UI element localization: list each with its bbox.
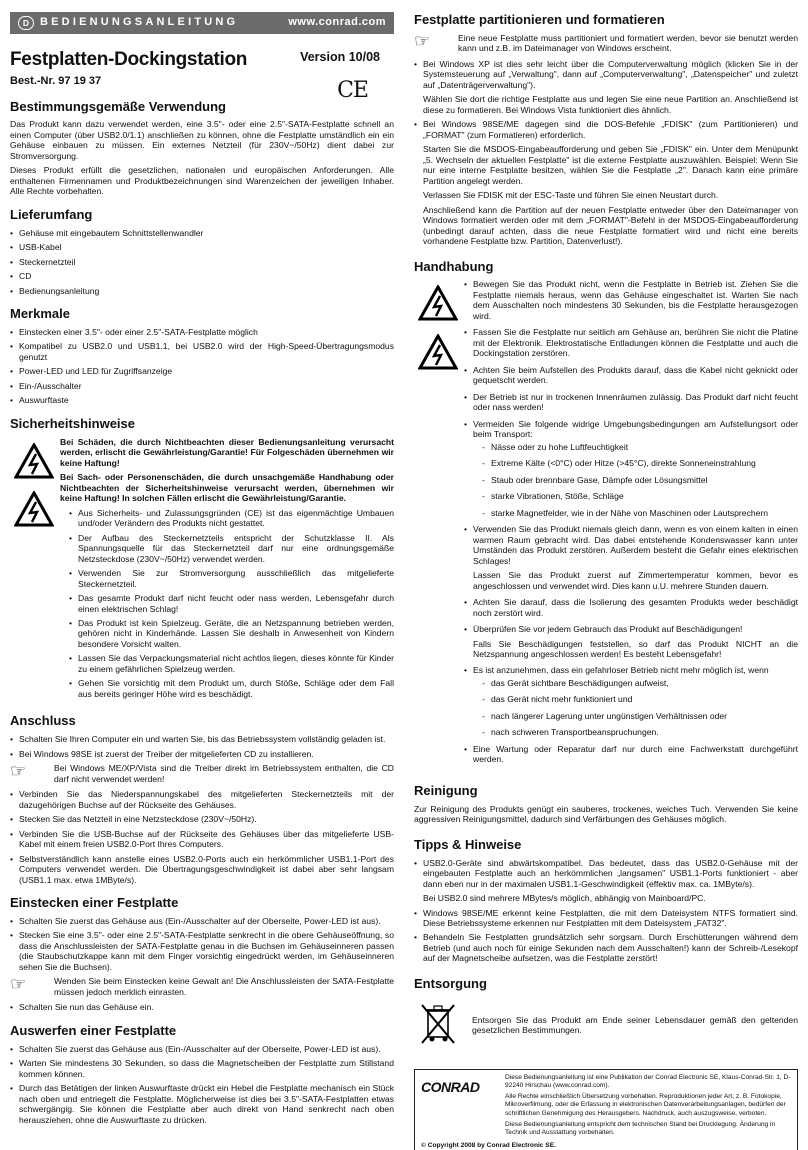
banner-title: BEDIENUNGSANLEITUNG [40, 16, 239, 29]
note-block [10, 976, 394, 997]
list-item: • Verbinden Sie die USB-Buchse auf der Rückseite des Gehäuses über das mitgelieferte USB-Kabel mit einem freien USB2.0-Port Ihres Computers. [10, 829, 394, 850]
item-text: Überprüfen Sie vor jedem Gebrauch das Produkt auf Beschädigungen! [473, 624, 743, 635]
handling-block [414, 279, 798, 770]
list-item: • Stecken Sie das Netzteil in eine Netzsteckdose (230V~/50Hz). [10, 814, 394, 824]
list-item [464, 624, 798, 659]
list-item: • Stecken Sie eine 3.5"- oder eine 2.5"-SATA-Festplatte senkrecht in die obere Gehäuseöffnung, so dass die Anschlussleisten der SATA-Festplatte genau in die Buchsen im Gehäuseinneren passen (die Staubschutzkappe kann mit dem Finger vorsichtig eingedrückt werden, im Gehäuseinneren sehen Sie die Buchsen). [10, 930, 394, 972]
warning-text: Bei Schäden, die durch Nichtbeachten dieser Bedienungsanleitung verursacht werden, erlischt die Gewährleistung/Garantie! Für Folgeschäden übernehmen wir keine Haftung! [60, 436, 394, 468]
section-heading: Bestimmungsgemäße Verwendung [10, 98, 226, 114]
right-column [414, 12, 798, 1150]
delivery-list [10, 228, 394, 296]
list-item: • Bedienungsanleitung [10, 286, 394, 296]
list-item: • Schalten Sie nun das Gehäuse ein. [10, 1002, 394, 1012]
list-item: • Durch das Betätigen der linken Auswurftaste drückt ein Hebel die Festplatte mechanisch ein Stück nach oben und entriegelt die Festplatte. Möglicherweise ist dies bei 3.5"-SATA-Festplatten etwas schwergängig. Sie können die Festplatte aber auch direkt von Hand senkrecht nach oben herausziehen, ohne die Auswurftaste zu drücken. [10, 1083, 394, 1125]
list-item: • Fassen Sie die Festplatte nur seitlich am Gehäuse an, berühren Sie nicht die Platine mit der Elektronik. Elektrostatische Entladungen können die Festplatte und auch die Dockingstation zerstören. [464, 327, 798, 358]
list-item: • Steckernetzteil [10, 257, 394, 267]
list-item: • Verbinden Sie das Niederspannungskabel des mitgelieferten Steckernetzteils mit der dazugehörigen Buchse auf der Rückseite des Gehäuses. [10, 789, 394, 810]
header-banner [10, 12, 394, 34]
paragraph: Zur Reinigung des Produkts genügt ein sauberes, trockenes, weiches Tuch. Verwenden Sie keine aggressiven Reinigungsmittel, dadurch sind Verfärbungen des Gehäuses möglich. [414, 803, 798, 825]
sub-item: - starke Magnetfelder, wie in der Nähe von Maschinen oder Lautsprechern [473, 508, 798, 518]
list-item: • Der Betrieb ist nur in trockenen Innenräumen zulässig. Das Produkt darf nicht feucht oder nass werden! [464, 392, 798, 413]
order-number: Best.-Nr. 97 19 37 [10, 75, 102, 88]
list-item: • Auswurftaste [10, 395, 394, 405]
section-heading: Handhabung [414, 258, 494, 274]
list-item: • Schalten Sie Ihren Computer ein und warten Sie, bis das Betriebssystem vollständig geladen ist. [10, 734, 394, 744]
document-title: Festplatten-Dockingstation [10, 49, 248, 70]
section-heading: Entsorgung [414, 975, 487, 991]
sub-item: - das Gerät nicht mehr funktioniert und [473, 694, 798, 704]
paragraph: Entsorgen Sie das Produkt am Ende seiner Lebensdauer gemäß den geltenden gesetzlichen Bestimmungen. [472, 1014, 798, 1036]
note-block [414, 30, 798, 54]
list-item: • Warten Sie mindestens 30 Sekunden, so dass die Magnetscheiben der Festplatte zum Stillstand kommen können. [10, 1058, 394, 1079]
list-item: • Das Produkt ist kein Spielzeug. Geräte, die an Netzspannung betrieben werden, gehören nicht in Kinderhände. Lassen Sie deshalb in Anwesenheit von Kindern besondere Vorsicht walten. [69, 618, 394, 649]
electric-warning-icon [418, 334, 458, 370]
sub-item: - Nässe oder zu hohe Luftfeuchtigkeit [473, 442, 798, 452]
list-item: • CD [10, 271, 394, 281]
paragraph: Lassen Sie das Produkt zuerst auf Zimmertemperatur kommen, bevor es angeschlossen und verwendet wird. Dies kann u.U. mehrere Stunden dauern. [473, 570, 798, 591]
warning-text: Bei Sach- oder Personenschäden, die durch unsachgemäße Handhabung oder Nichtbeachten der Sicherheitshinweise verursacht werden, übernehmen wir keine Haftung! In solchen Fällen erlischt die Gewährleistung/Garantie. [60, 472, 394, 504]
ce-mark: CE [337, 78, 368, 103]
crossed-bin-icon [418, 1001, 458, 1049]
list-item: • Gehäuse mit eingebautem Schnittstellenwandler [10, 228, 394, 238]
paragraph: Wählen Sie dort die richtige Festplatte aus und legen Sie eine neue Partition an. Anschließend ist diese zu formatieren. Bei Windows Vista funktioniert dies ähnlich. [423, 94, 798, 115]
list-item: • Bei Windows 98SE ist zuerst der Treiber der mitgelieferten CD zu installieren. [10, 749, 394, 759]
footer-text: Diese Bedienungsanleitung entspricht dem technischen Stand bei Drucklegung. Änderung in Technik und Ausstattung vorbehalten. [505, 1120, 776, 1137]
list-item: • Achten Sie darauf, dass die Isolierung des gesamten Produkts weder beschädigt noch zerstört wird. [464, 597, 798, 618]
item-text: Verwenden Sie das Produkt niemals gleich dann, wenn es von einem kalten in einen warmen Raum gebracht wird. Das dabei entstehende Kondenswasser kann unter Umständen das Produkt zerstören. Außerdem besteht die Gefahr eines elektrischen Schlages! [473, 524, 798, 566]
sub-item: - das Gerät sichtbare Beschädigungen aufweist, [473, 678, 798, 688]
sub-item: - nach längerer Lagerung unter ungünstigen Verhältnissen oder [473, 711, 798, 721]
list-item: • USB-Kabel [10, 242, 394, 252]
footer-text: Alle Rechte einschließlich Übersetzung vorbehalten. Reproduktionen jeder Art, z. B. Fotokopie, Mikroverfilmung, oder die Erfassung in elektronischen Datenverarbeitungsanlagen, bedürfen der schriftlichen Genehmigung des Herausgebers. Nachdruck, auch auszugsweise, verboten. [505, 1092, 786, 1118]
sub-item: - nach schweren Transportbeanspruchungen. [473, 727, 798, 737]
list-item: • Schalten Sie zuerst das Gehäuse aus (Ein-/Ausschalter auf der Oberseite, Power-LED ist aus). [10, 916, 394, 926]
sub-item: - Extreme Kälte (<0°C) oder Hitze (>45°C), direkte Sonneneinstrahlung [473, 458, 798, 468]
list-item: • Schalten Sie zuerst das Gehäuse aus (Ein-/Ausschalter auf der Oberseite, Power-LED ist aus). [10, 1044, 394, 1054]
list-item: • Kompatibel zu USB2.0 und USB1.1, bei USB2.0 wird der High-Speed-Übertragungsmodus genutzt [10, 341, 394, 362]
list-item: • Ein-/Ausschalter [10, 381, 394, 391]
paragraph: Bei USB2.0 sind mehrere MBytes/s möglich, abhängig von Mainboard/PC. [423, 893, 706, 904]
language-badge: D [18, 16, 34, 30]
list-item: • Eine Wartung oder Reparatur darf nur durch eine Fachwerkstatt durchgeführt werden. [464, 744, 798, 765]
pointing-hand-icon: ☞ [10, 974, 27, 995]
section-heading: Reinigung [414, 782, 478, 798]
note-text: Wenden Sie beim Einstecken keine Gewalt an! Die Anschlussleisten der SATA-Festplatte müssen jedoch merklich einrasten. [54, 976, 394, 997]
list-item: • Selbstverständlich kann anstelle eines USB2.0-Ports auch ein herkömmlicher USB1.1-Port des Computers verwendet werden. Die Übertragungsgeschwindigkeit ist dabei aber sehr langsam (USB1.1 max. etwa 1MByte/s). [10, 854, 394, 885]
list-item: • Bei Windows XP ist dies sehr leicht über die Computerverwaltung möglich (klicken Sie in der Systemsteuerung auf „Verwaltung", dann auf „Computerverwaltung", „Datenspeicher" und zuletzt auf „Datenträgerverwaltung"). [414, 59, 798, 90]
list-item: • Bewegen Sie das Produkt nicht, wenn die Festplatte in Betrieb ist. Ziehen Sie die Festplatte niemals heraus, wenn das Gehäuse eingeschaltet ist. Warten Sie nach dem Ausschalten noch mindestens 30 Sekunden, bis die Festplatte herausgezogen wird. [464, 279, 798, 321]
disposal-block [414, 997, 798, 1049]
section-heading: Tipps & Hinweise [414, 836, 522, 852]
section-heading: Merkmale [10, 306, 70, 322]
safety-block [10, 437, 394, 704]
list-item: • USB2.0-Geräte sind abwärtskompatibel. Das bedeutet, dass das USB2.0-Gehäuse mit der eingebauten Festplatte auch an herkömmlichen „langsamen" USB1.1-Ports funktioniert - aber dann eben nur in der maximalen USB1.1-Geschwindigkeit (effektiv max. ca. 1MByte/s). [414, 858, 798, 889]
paragraph: Starten Sie die MSDOS-Eingabeaufforderung und geben Sie „FDISK" ein. Unter dem Menüpunkt „5. Wechseln der aktuellen Festplatte" ist die externe Festplatte auszuwählen. Beispiel: Wenn Sie nur eine interne Festplatte besitzen, wählen Sie die Festplatte „2". Danach kann eine primäre Partition angelegt werden. [423, 144, 798, 186]
pointing-hand-icon: ☞ [10, 761, 27, 782]
item-text: Vermeiden Sie folgende widrige Umgebungsbedingungen am Aufstellungsort oder beim Transport: [473, 418, 798, 440]
list-item: • Einstecken einer 3.5"- oder einer 2.5"-SATA-Festplatte möglich [10, 327, 394, 337]
version-label: Version 10/08 [300, 50, 380, 64]
section-heading: Auswerfen einer Festplatte [10, 1022, 177, 1038]
note-text: Bei Windows ME/XP/Vista sind die Treiber direkt im Betriebssystem enthalten, die CD darf nicht verwendet werden! [54, 763, 394, 784]
list-item: • Windows 98SE/ME erkennt keine Festplatten, die mit dem Dateisystem NTFS formatiert sind. Diese Betriebssysteme erkennen nur Festplatten mit dem Dateisystem „FAT32". [414, 908, 798, 929]
sub-item: - starke Vibrationen, Stöße, Schläge [473, 491, 798, 501]
list-item [464, 419, 798, 518]
paragraph: Das Produkt kann dazu verwendet werden, eine 3.5"- oder eine 2.5"-SATA-Festplatte schnell an einen Computer (über USB2.0/1.1) anschließen zu können, ohne die Festplatte umständlich ein ein Gehäuse einbauen zu müssen. Ein externes Netzteil (für 230V~/50Hz) dient dabei zur Stromversorgung. [10, 119, 394, 161]
section-heading: Anschluss [10, 713, 76, 729]
banner-url[interactable]: www.conrad.com [288, 16, 386, 29]
section-heading: Festplatte partitionieren und formatieren [414, 12, 665, 27]
list-item: • Bei Windows 98SE/ME dagegen sind die DOS-Befehle „FDISK" (zum Partitionieren) und „FORMAT" (zum Formatieren) erforderlich. [414, 119, 798, 140]
electric-warning-icon [14, 491, 54, 527]
list-item: • Power-LED und LED für Zugriffsanzeige [10, 366, 394, 376]
paragraph: Anschließend kann die Partition auf der neuen Festplatte entweder über den Dateimanager von Windows formatiert werden oder mit dem „FORMAT"-Befehl in der MSDOS-Eingabeaufforderung (unbedingt darauf achten, dass die neue Festplatte formatiert wird und nicht eine bereits vorhandene Festplatte bzw. Partition, Datenverlust!). [423, 204, 798, 247]
section-heading: Sicherheitshinweise [10, 415, 135, 431]
list-item [464, 665, 798, 737]
paragraph: Dieses Produkt erfüllt die gesetzlichen, nationalen und europäischen Anforderungen. Alle enthaltenen Firmennamen und Produktbezeichnungen sind Warenzeichen der jeweiligen Inhaber. Alle Rechte vorbehalten. [10, 165, 394, 197]
copyright: © Copyright 2008 by Conrad Electronic SE. [421, 1141, 556, 1149]
list-item: • Der Aufbau des Steckernetzteils entspricht der Schutzklasse II. Als Spannungsquelle für das Steckernetzteil darf nur eine ordnungsgemäße Netzsteckdose (230V~/50Hz) verwendet werden. [69, 533, 394, 564]
item-text: Es ist anzunehmen, dass ein gefahrloser Betrieb nicht mehr möglich ist, wenn [473, 665, 769, 676]
conrad-logo: CONRAD [421, 1078, 480, 1095]
sub-item: - Staub oder brennbare Gase, Dämpfe oder Lösungsmittel [473, 475, 798, 485]
list-item: • Das gesamte Produkt darf nicht feucht oder nass werden, Lebensgefahr durch einen elektrischen Schlag! [69, 593, 394, 614]
list-item: • Verwenden Sie zur Stromversorgung ausschließlich das mitgelieferte Steckernetzteil. [69, 568, 394, 589]
left-column [10, 12, 394, 1129]
publisher-footer [414, 1069, 798, 1150]
electric-warning-icon [418, 285, 458, 321]
pointing-hand-icon: ☞ [414, 30, 431, 51]
list-item: • Behandeln Sie Festplatten grundsätzlich sehr sorgsam. Durch Erschütterungen während dem Betrieb (und auch noch für einige Sekunden nach dem Ausschalten!) kann der Schreib-/Lesekopf auf der Magnetscheibe aufsetzen, was die Festplatte zerstört! [414, 932, 798, 963]
electric-warning-icon [14, 443, 54, 479]
features-list [10, 327, 394, 406]
list-item: • Lassen Sie das Verpackungsmaterial nicht achtlos liegen, dieses könnte für Kinder zu einem gefährlichen Spielzeug werden. [69, 653, 394, 674]
list-item: • Achten Sie beim Aufstellen des Produkts darauf, dass die Kabel nicht geknickt oder gequetscht werden. [464, 365, 798, 386]
note-text: Eine neue Festplatte muss partitioniert und formatiert werden, bevor sie benutzt werden kann und z.B. im Dateimanager von Windows erscheint. [458, 32, 798, 54]
footer-text: Diese Bedienungsanleitung ist eine Publikation der Conrad Electronic SE, Klaus-Conrad-Str. 1, D-92240 Hirschau (www.conrad.com). [505, 1073, 791, 1090]
paragraph: Verlassen Sie FDISK mit der ESC-Taste und führen Sie einen Neustart durch. [423, 190, 719, 201]
list-item: • Aus Sicherheits- und Zulassungsgründen (CE) ist das eigenmächtige Umbauen und/oder Verändern des Produkts nicht gestattet. [69, 508, 394, 529]
list-item [464, 524, 798, 591]
note-block [10, 763, 394, 784]
paragraph: Falls Sie Beschädigungen feststellen, so darf das Produkt NICHT an die Netzspannung angeschlossen werden! Es besteht Lebensgefahr! [473, 638, 798, 659]
section-heading: Lieferumfang [10, 206, 93, 222]
section-heading: Einstecken einer Festplatte [10, 895, 179, 911]
list-item: • Gehen Sie vorsichtig mit dem Produkt um, durch Stöße, Schläge oder dem Fall aus bereits geringer Höhe wird es beschädigt. [69, 678, 394, 699]
